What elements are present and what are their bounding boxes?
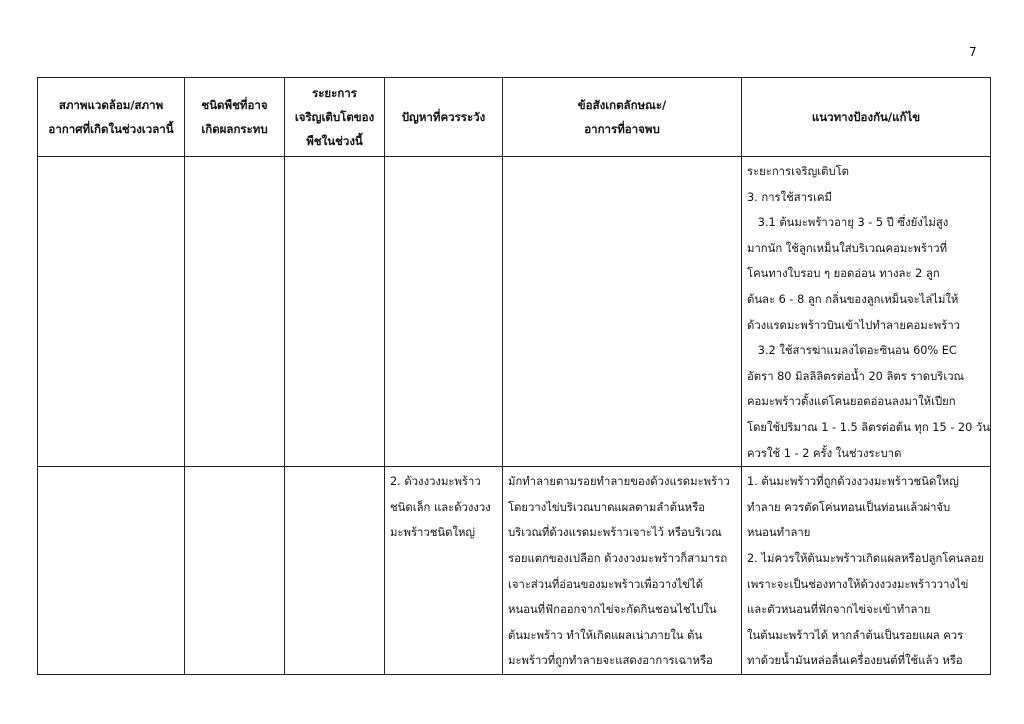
page-number: 7 bbox=[969, 45, 977, 59]
header-symptoms: ข้อสังเกตลักษณะ/ อาการที่อาจพบ bbox=[503, 78, 742, 157]
text-line: มากนัก ใช้ลูกเหม็นใส่บริเวณคอมะพร้าวที่ bbox=[747, 241, 948, 255]
header-watch-problem: ปัญหาที่ควรระวัง bbox=[385, 78, 503, 157]
table-row bbox=[38, 467, 991, 675]
cell-growth-stage bbox=[285, 157, 385, 467]
pest-management-table bbox=[37, 77, 991, 675]
cell-growth-stage bbox=[285, 467, 385, 675]
text-line: มะพร้าวที่ถูกทำลายจะแสดงอาการเฉาหรือ bbox=[508, 654, 713, 668]
text-line: เพราะจะเป็นช่องทางให้ด้วงงวงมะพร้าววางไข่ bbox=[747, 577, 969, 591]
text-line: 3.1 ต้นมะพร้าวอายุ 3 - 5 ปี ซึ่งยังไม่สูง bbox=[747, 216, 949, 230]
text-line: โดยวางไข่บริเวณบาดแผลตามลำต้นหรือ bbox=[508, 500, 705, 514]
header-growth-stage: ระยะการ เจริญเติบโตของ พืชในช่วงนี้ bbox=[285, 78, 385, 157]
cell-environment bbox=[38, 467, 185, 675]
text-line: โคนทางใบรอบ ๆ ยอดอ่อน ทางละ 2 ลูก bbox=[747, 267, 940, 281]
text-line: ทำลาย ควรตัดโค่นทอนเป็นท่อนแล้วผ่าจับ bbox=[747, 500, 951, 514]
text-line: 3.2 ใช้สารฆ่าแมลงไดอะซินอน 60% EC bbox=[747, 344, 957, 358]
text-line: ระยะการเจริญเติบโต bbox=[747, 165, 850, 178]
text-line: ด้วงแรดมะพร้าวบินเข้าไปทำลายคอมะพร้าว bbox=[747, 318, 961, 332]
header-affected-crop: ชนิดพืชที่อาจ เกิดผลกระทบ bbox=[185, 78, 285, 157]
cell-affected-crop bbox=[185, 467, 285, 675]
text-line: 2. ด้วงงวงมะพร้าว bbox=[390, 475, 481, 489]
header-environment: สภาพแวดล้อม/สภาพ อากาศที่เกิดในช่วงเวลานี้ bbox=[38, 78, 185, 157]
cell-symptoms bbox=[503, 157, 742, 467]
text-line: รอยแตกของเปลือก ด้วงงวงมะพร้าวก็สามารถ bbox=[508, 551, 728, 565]
cell-problem bbox=[385, 157, 503, 467]
table-header-row bbox=[38, 78, 991, 157]
cell-affected-crop bbox=[185, 157, 285, 467]
text-line: ในต้นมะพร้าวได้ หากลำต้นเป็นรอยแผล ควร bbox=[747, 628, 964, 642]
text-line: ควรใช้ 1 - 2 ครั้ง ในช่วงระบาด bbox=[747, 446, 902, 460]
text-line: ทาด้วยน้ำมันหล่อลื่นเครื่องยนต์ที่ใช้แล้ว หรือ bbox=[747, 654, 963, 668]
text-line: โดยใช้ปริมาณ 1 - 1.5 ลิตรต่อต้น ทุก 15 - 20 วัน bbox=[747, 420, 990, 434]
text-line: มะพร้าวชนิดใหญ่ bbox=[390, 526, 476, 540]
header-solution: แนวทางป้องกัน/แก้ไข bbox=[742, 78, 991, 157]
text-line: เจาะส่วนที่อ่อนของมะพร้าวเพื่อวางไข่ได้ bbox=[508, 577, 704, 591]
text-line: หนอนทำลาย bbox=[747, 526, 811, 540]
cell-symptoms bbox=[503, 467, 742, 675]
cell-problem bbox=[385, 467, 503, 675]
text-line: อัตรา 80 มิลลิลิตรต่อน้ำ 20 ลิตร ราดบริเวณ bbox=[747, 369, 965, 383]
cell-solution bbox=[742, 467, 991, 675]
text-line: ชนิดเล็ก และด้วงงวง bbox=[390, 500, 491, 514]
text-line: ต้นมะพร้าว ทำให้เกิดแผลเน่าภายใน ต้น bbox=[508, 628, 703, 642]
text-line: คอมะพร้าวตั้งแต่โคนยอดอ่อนลงมาให้เปียก bbox=[747, 395, 956, 409]
text-line: 3. การใช้สารเคมี bbox=[747, 190, 832, 204]
cell-environment bbox=[38, 157, 185, 467]
table-row bbox=[38, 157, 991, 467]
text-line: ต้นละ 6 - 8 ลูก กลิ่นของลูกเหม็นจะไล่ไม่ให้ bbox=[747, 292, 959, 306]
text-line: มักทำลายตามรอยทำลายของด้วงแรดมะพร้าว bbox=[508, 475, 730, 489]
text-line: บริเวณที่ด้วงแรดมะพร้าวเจาะไว้ หรือบริเวณ bbox=[508, 526, 722, 540]
text-line: และตัวหนอนที่ฟักจากไข่จะเข้าทำลาย bbox=[747, 603, 931, 617]
text-line: 2. ไม่ควรให้ต้นมะพร้าวเกิดแผลหรือปลูกโคนลอย bbox=[747, 551, 984, 565]
text-line: หนอนที่ฟักออกจากไข่จะกัดกินชอนไชไปใน bbox=[508, 603, 717, 617]
text-line: 1. ต้นมะพร้าวที่ถูกด้วงงวงมะพร้าวชนิดใหญ่ bbox=[747, 475, 959, 489]
cell-solution bbox=[742, 157, 991, 467]
